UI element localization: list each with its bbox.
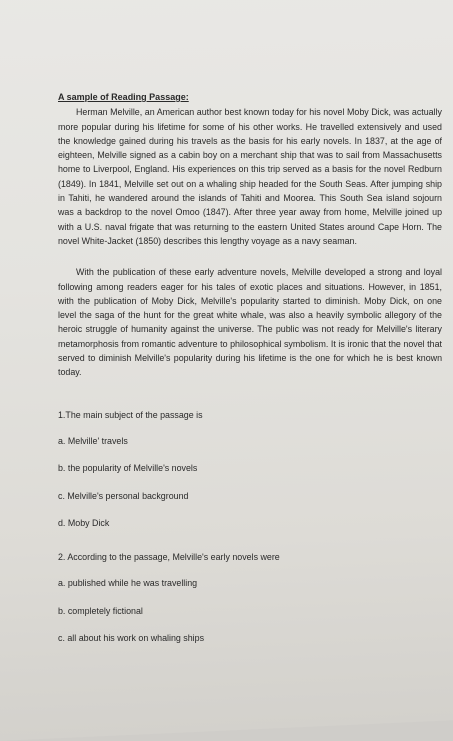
answer-option: b. the popularity of Melville's novels — [58, 463, 198, 474]
answer-option: a. Melville' travels — [58, 435, 128, 446]
answer-option: c. Melville's personal background — [58, 490, 189, 501]
question-stem: 2. According to the passage, Melville's early novels were — [58, 552, 280, 563]
answer-option: a. published while he was travelling — [58, 578, 198, 589]
answer-option: c. all about his work on whaling ships — [58, 633, 205, 644]
question-stem: 1.The main subject of the passage is — [58, 409, 203, 420]
passage-title: A sample of Reading Passage: — [58, 92, 189, 102]
question-list — [58, 408, 442, 646]
question-2 — [58, 550, 442, 645]
answer-option: d. Moby Dick — [58, 517, 110, 528]
answer-option: b. completely fictional — [58, 605, 143, 616]
document-content — [58, 90, 442, 665]
passage-paragraph-2: With the publication of these early adventure novels, Melville developed a strong and loyal following among readers eager for his tales of exotic places and situations. However, in 1851, with the publication of Moby Dick, Melville's popularity started to diminish. Moby Dick, on one level the saga of the hunt for the great white whale, was also a heavily symbolic allegory of the heroic struggle of humanity against the universe. The public was not ready for Melville's literary metamorphosis from romantic adventure to philosophical symbolism. It is ironic that the novel that served to diminish Melville's popularity during his lifetime is the one for which he is best known today. — [58, 267, 442, 378]
question-1 — [58, 408, 442, 530]
passage-paragraph-1: Herman Melville, an American author best known today for his novel Moby Dick, was actually more popular during his lifetime for some of his other works. He travelled extensively and used the knowledge gained during his travels as the basis for his early novels. In 1837, at the age of eighteen, Melville signed as a cabin boy on a merchant ship that was to sail from Massachusetts home to Liverpool, England. His experiences on this trip served as a basis for the novel Redburn (1849). In 1841, Melville set out on a whaling ship headed for the South Seas. After jumping ship in Tahiti, he wandered around the islands of Tahiti and Moorea. This South Sea island sojourn was a backdrop to the novel Omoo (1847). After three year away from home, Melville joined up with a U.S. naval frigate that was returning to the eastern United States around Cape Horn. The novel White-Jacket (1850) describes this lengthy voyage as a navy seaman. — [58, 107, 442, 246]
